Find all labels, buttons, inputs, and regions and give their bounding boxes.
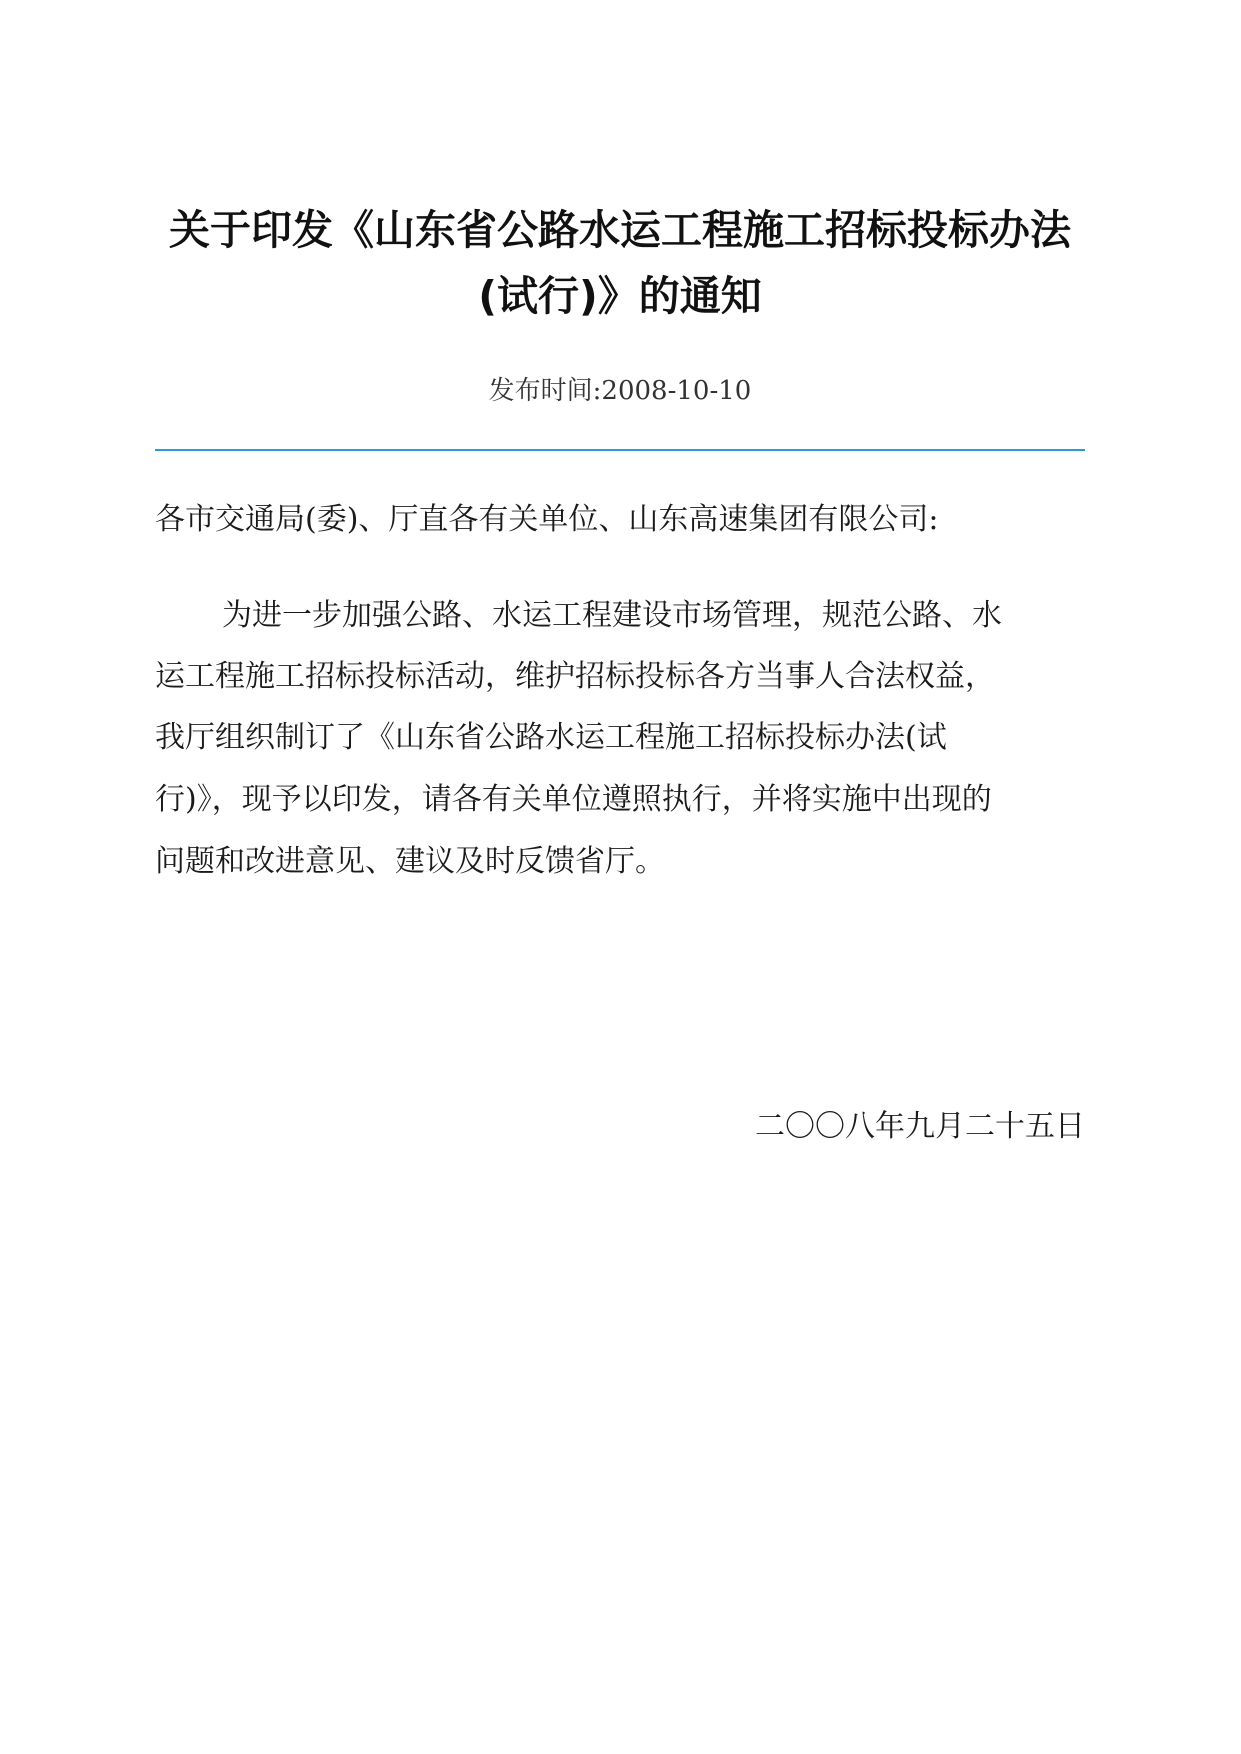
body-line-1: 为进一步加强公路、水运工程建设市场管理，规范公路、水 <box>222 598 1002 633</box>
salutation: 各市交通局(委)、厅直各有关单位、山东高速集团有限公司: <box>155 502 939 537</box>
body-line-4: 行)》，现予以印发，请各有关单位遵照执行，并将实施中出现的 <box>155 782 992 817</box>
body-line-2: 运工程施工招标投标活动，维护招标投标各方当事人合法权益， <box>155 659 995 694</box>
title-line-1: 关于印发《山东省公路水运工程施工招标投标办法 <box>169 206 1071 254</box>
sign-date: 二〇〇八年九月二十五日 <box>755 1109 1085 1144</box>
body-line-5: 问题和改进意见、建议及时反馈省厅。 <box>155 844 665 879</box>
divider-line <box>155 449 1085 451</box>
title-line-2: (试行)》的通知 <box>478 272 762 320</box>
body-line-3: 我厅组织制订了《山东省公路水运工程施工招标投标办法(试 <box>155 720 947 755</box>
publish-time: 发布时间:2008-10-10 <box>488 376 752 406</box>
